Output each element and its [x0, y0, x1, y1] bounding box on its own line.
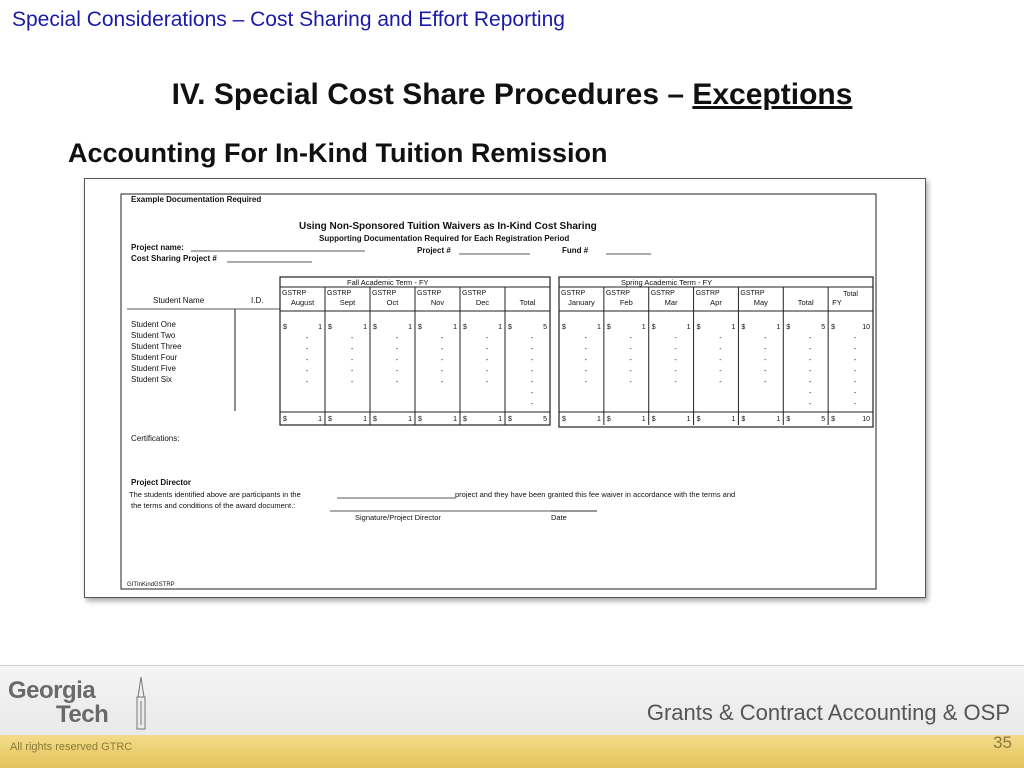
cell-dash: -: [350, 368, 354, 375]
cell-dash: -: [485, 346, 489, 353]
spring-term-label: Spring Academic Term - FY: [621, 278, 713, 287]
currency-sign: $: [562, 416, 566, 423]
project-number-label: Project #: [417, 246, 451, 255]
form-subtitle: Supporting Documentation Required for Each Registration Period: [319, 234, 570, 243]
cell-dash: -: [853, 379, 857, 386]
currency-sign: $: [651, 416, 656, 423]
cell-dash: -: [853, 368, 857, 375]
col-code-header: GSTRP: [561, 290, 586, 297]
cell-grand-total: 10: [862, 416, 870, 423]
cell-value: 1: [363, 324, 367, 331]
cell-value: 1: [318, 416, 322, 423]
col-fy-header: FY: [832, 298, 842, 307]
tech-tower-icon: [132, 677, 150, 731]
logo-line-1: Georgia: [8, 677, 96, 704]
statement-line-1a: The students identified above are participants in the: [129, 490, 301, 499]
col-code-header: GSTRP: [695, 290, 720, 297]
cell-dash: -: [530, 379, 534, 386]
student-name: Student Six: [131, 375, 172, 384]
cell-dash: -: [853, 401, 857, 408]
cell-grand-total: 10: [862, 324, 870, 331]
cell-value: 1: [453, 324, 457, 331]
logo-line-2: Tech: [56, 701, 109, 728]
col-month-header: Mar: [664, 298, 678, 307]
slide-header-title: Special Considerations – Cost Sharing and Effort Reporting: [12, 8, 565, 31]
currency-sign: $: [508, 416, 512, 423]
cell-value: 1: [731, 324, 736, 331]
col-month-header: January: [568, 298, 595, 307]
currency-sign: $: [508, 324, 512, 331]
statement-line-1b: project and they have been granted this fee waiver in accordance with the terms and: [455, 490, 736, 499]
currency-sign: $: [606, 324, 611, 331]
cell-dash: -: [853, 390, 857, 397]
cell-dash: -: [808, 368, 812, 375]
currency-sign: $: [741, 324, 746, 331]
cell-value: 1: [318, 324, 322, 331]
cell-dash: -: [305, 335, 309, 342]
currency-sign: $: [283, 324, 287, 331]
student-name: Student Two: [131, 331, 176, 340]
project-name-label: Project name:: [131, 243, 184, 252]
col-code-header: GSTRP: [650, 290, 675, 297]
cell-dash: -: [629, 335, 632, 342]
currency-sign: $: [463, 324, 467, 331]
cell-dash: -: [764, 357, 767, 364]
statement-line-2: the terms and conditions of the award document.:: [131, 501, 296, 510]
col-total-header: Total: [519, 298, 536, 307]
cell-value: 1: [686, 324, 691, 331]
col-grand-total-header: Total: [843, 291, 858, 298]
cell-dash: -: [395, 368, 399, 375]
currency-sign: $: [373, 416, 377, 423]
col-id: I.D.: [251, 296, 264, 305]
cell-dash: -: [530, 335, 534, 342]
cell-dash: -: [853, 357, 857, 364]
cell-dash: -: [629, 379, 632, 386]
cell-dash: -: [440, 368, 444, 375]
currency-sign: $: [562, 324, 566, 331]
currency-sign: $: [831, 416, 836, 423]
cell-dash: -: [485, 335, 489, 342]
georgia-tech-logo: [8, 677, 148, 729]
cell-dash: -: [530, 357, 534, 364]
form-page-border: [121, 194, 876, 589]
cell-dash: -: [808, 357, 812, 364]
cell-dash: -: [530, 368, 534, 375]
student-name: Student Five: [131, 364, 176, 373]
col-month-header: Dec: [475, 298, 490, 307]
cell-dash: -: [808, 346, 812, 353]
currency-sign: $: [786, 324, 791, 331]
cell-total: 5: [543, 324, 547, 331]
cell-value: 1: [596, 416, 601, 423]
col-month-header: Apr: [710, 298, 722, 307]
slide-main-heading: [0, 78, 1024, 112]
cell-dash: -: [584, 379, 588, 386]
cell-dash: -: [764, 368, 767, 375]
currency-sign: $: [696, 324, 701, 331]
cell-dash: -: [485, 357, 489, 364]
cell-dash: -: [674, 357, 677, 364]
signature-label: Signature/Project Director: [355, 513, 441, 522]
department-name: Grants & Contract Accounting & OSP: [646, 700, 1010, 725]
cell-dash: -: [808, 379, 812, 386]
form-code: GITInKindGSTRP: [127, 582, 175, 588]
page-number: 35: [993, 733, 1012, 752]
cell-dash: -: [305, 368, 309, 375]
student-name: Student One: [131, 320, 176, 329]
cell-dash: -: [674, 346, 677, 353]
cell-dash: -: [530, 390, 534, 397]
cell-value: 1: [641, 416, 646, 423]
currency-sign: $: [696, 416, 701, 423]
cell-dash: -: [440, 357, 444, 364]
cell-dash: -: [629, 368, 632, 375]
cell-dash: -: [808, 335, 812, 342]
cell-dash: -: [674, 368, 677, 375]
cell-dash: -: [395, 379, 399, 386]
cell-dash: -: [719, 335, 722, 342]
col-total-header: Total: [797, 298, 814, 307]
slide-subheading: Accounting For In-Kind Tuition Remission: [68, 138, 608, 168]
cell-total: 5: [821, 416, 826, 423]
scanned-form-image: [84, 178, 926, 598]
cell-dash: -: [395, 335, 399, 342]
col-code-header: GSTRP: [740, 290, 765, 297]
cell-dash: -: [350, 346, 354, 353]
cell-dash: -: [305, 357, 309, 364]
cell-dash: -: [764, 335, 767, 342]
cell-dash: -: [485, 379, 489, 386]
cell-value: 1: [686, 416, 691, 423]
currency-sign: $: [328, 324, 332, 331]
cell-value: 1: [641, 324, 646, 331]
col-code-header: GSTRP: [327, 290, 352, 297]
col-month-header: May: [753, 298, 768, 307]
currency-sign: $: [463, 416, 467, 423]
cell-dash: -: [530, 346, 534, 353]
fall-term-label: Fall Academic Term - FY: [347, 278, 429, 287]
certifications-label: Certifications:: [131, 434, 180, 443]
cell-dash: -: [440, 346, 444, 353]
cell-dash: -: [440, 335, 444, 342]
cell-value: 1: [776, 324, 781, 331]
cell-dash: -: [395, 346, 399, 353]
cell-dash: -: [584, 357, 588, 364]
cost-sharing-label: Cost Sharing Project #: [131, 254, 217, 263]
cell-value: 1: [498, 324, 502, 331]
cell-dash: -: [305, 379, 309, 386]
currency-sign: $: [328, 416, 332, 423]
cell-dash: -: [719, 346, 722, 353]
cell-dash: -: [764, 346, 767, 353]
cell-dash: -: [584, 368, 588, 375]
currency-sign: $: [418, 416, 422, 423]
currency-sign: $: [283, 416, 287, 423]
cell-dash: -: [719, 368, 722, 375]
cell-dash: -: [719, 379, 722, 386]
cell-dash: -: [584, 335, 588, 342]
form-example-label: Example Documentation Required: [131, 195, 262, 204]
cell-value: 1: [776, 416, 781, 423]
cell-dash: -: [674, 335, 677, 342]
cell-value: 1: [731, 416, 736, 423]
col-code-header: GSTRP: [282, 290, 307, 297]
cell-value: 1: [408, 324, 412, 331]
cell-dash: -: [530, 401, 534, 408]
cell-value: 1: [453, 416, 457, 423]
cell-dash: -: [584, 346, 588, 353]
cell-dash: -: [719, 357, 722, 364]
cell-value: 1: [498, 416, 502, 423]
student-name: Student Three: [131, 342, 182, 351]
col-code-header: GSTRP: [372, 290, 397, 297]
currency-sign: $: [606, 416, 611, 423]
cell-value: 1: [408, 416, 412, 423]
col-month-header: Feb: [619, 298, 633, 307]
cell-dash: -: [808, 390, 812, 397]
col-month-header: Sept: [339, 298, 356, 307]
currency-sign: $: [741, 416, 746, 423]
form-title: Using Non-Sponsored Tuition Waivers as In-Kind Cost Sharing: [299, 221, 597, 232]
form-drawing: [85, 179, 925, 597]
rights-notice: All rights reserved GTRC: [10, 741, 133, 753]
currency-sign: $: [831, 324, 836, 331]
col-code-header: GSTRP: [417, 290, 442, 297]
heading-emphasis: Exceptions: [692, 78, 853, 111]
col-month-header: Nov: [430, 298, 445, 307]
col-code-header: GSTRP: [605, 290, 630, 297]
student-name: Student Four: [131, 353, 178, 362]
project-director-label: Project Director: [131, 478, 192, 487]
footer-gold-bar: [0, 735, 1024, 768]
cell-dash: -: [629, 346, 632, 353]
heading-prefix: IV. Special Cost Share Procedures –: [171, 78, 693, 111]
cell-dash: -: [853, 346, 857, 353]
cell-dash: -: [853, 335, 857, 342]
cell-dash: -: [764, 379, 767, 386]
date-label: Date: [551, 513, 567, 522]
cell-dash: -: [350, 335, 354, 342]
col-code-header: GSTRP: [462, 290, 487, 297]
cell-dash: -: [350, 379, 354, 386]
currency-sign: $: [651, 324, 656, 331]
col-student-name: Student Name: [153, 296, 205, 305]
cell-dash: -: [395, 357, 399, 364]
col-month-header: August: [290, 298, 315, 307]
cell-total: 5: [821, 324, 826, 331]
cell-dash: -: [305, 346, 309, 353]
cell-dash: -: [808, 401, 812, 408]
cell-dash: -: [674, 379, 677, 386]
cell-dash: -: [485, 368, 489, 375]
cell-total: 5: [543, 416, 547, 423]
cell-value: 1: [596, 324, 601, 331]
cell-value: 1: [363, 416, 367, 423]
col-month-header: Oct: [386, 298, 399, 307]
fund-label: Fund #: [562, 246, 589, 255]
cell-dash: -: [629, 357, 632, 364]
currency-sign: $: [786, 416, 791, 423]
currency-sign: $: [373, 324, 377, 331]
currency-sign: $: [418, 324, 422, 331]
cell-dash: -: [440, 379, 444, 386]
cell-dash: -: [350, 357, 354, 364]
